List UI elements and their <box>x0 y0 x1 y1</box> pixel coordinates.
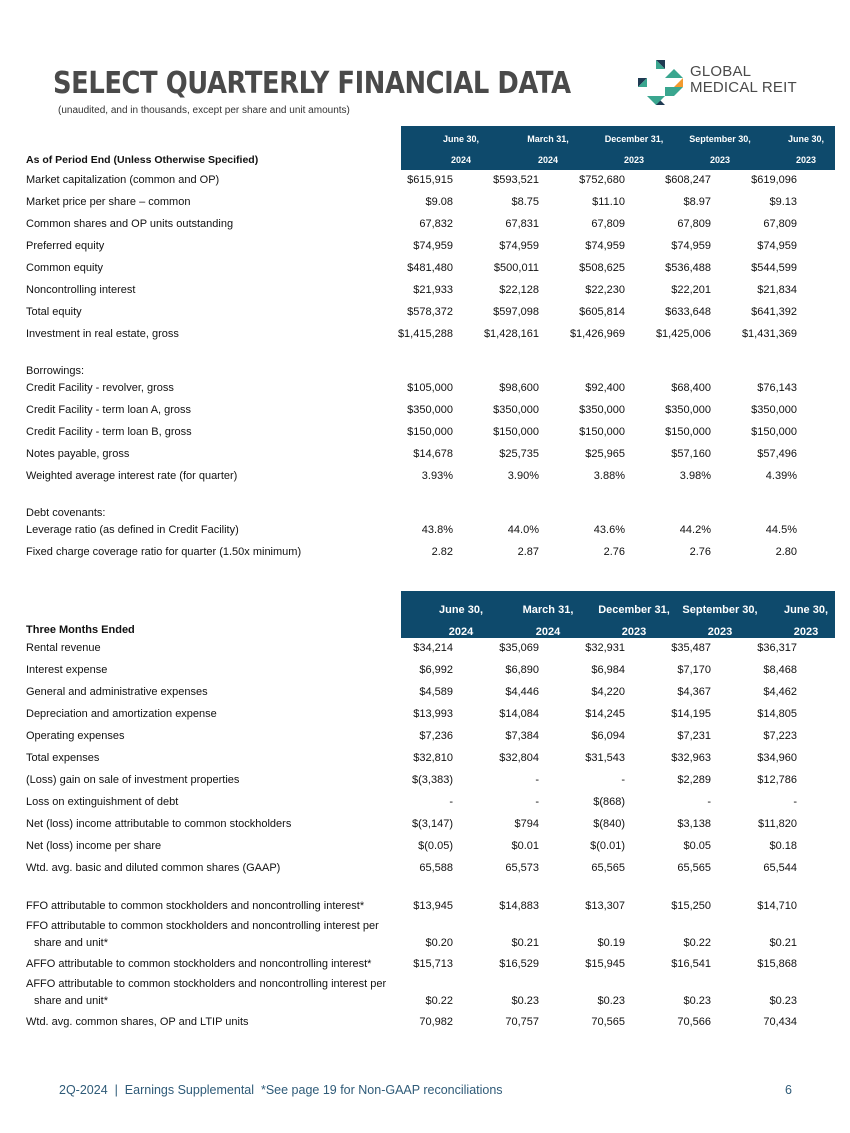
row-value: - <box>707 796 711 808</box>
row-value: $74,959 <box>499 240 539 252</box>
row-value: $13,307 <box>585 900 625 912</box>
row-value: $633,648 <box>665 306 711 318</box>
row-label: Loss on extinguishment of debt <box>26 796 179 808</box>
row-label: Market price per share – common <box>26 196 191 208</box>
row-label: FFO attributable to common stockholders and noncontrolling interest* <box>26 900 365 912</box>
table-row <box>26 542 841 564</box>
logo-text <box>690 64 797 96</box>
table-row <box>26 792 841 814</box>
row-value: $31,543 <box>585 752 625 764</box>
logo-cross-icon <box>636 58 686 108</box>
column-header: June 30, 2024 <box>438 604 484 638</box>
row-value: $35,069 <box>499 642 539 654</box>
table-row <box>26 814 841 836</box>
row-value: $619,096 <box>751 174 797 186</box>
row-label: Total expenses <box>26 752 100 764</box>
row-value: 65,573 <box>505 862 539 874</box>
row-label: Preferred equity <box>26 240 105 252</box>
row-value: $0.19 <box>597 937 625 949</box>
table-row <box>26 236 841 258</box>
row-value: $8.75 <box>511 196 539 208</box>
row-value: $25,735 <box>499 448 539 460</box>
row-value: 67,809 <box>591 218 625 230</box>
table-row <box>26 918 841 954</box>
row-value: $481,480 <box>407 262 453 274</box>
row-value: $350,000 <box>493 404 539 416</box>
row-value: 67,809 <box>763 218 797 230</box>
row-value: $536,488 <box>665 262 711 274</box>
row-value: $12,786 <box>757 774 797 786</box>
row-value: 44.2% <box>679 524 711 536</box>
column-header: March 31, 2024 <box>527 134 569 165</box>
row-value: $150,000 <box>407 426 453 438</box>
row-value: $36,317 <box>757 642 797 654</box>
column-header: December 31, 2023 <box>598 604 670 638</box>
row-value: $4,367 <box>677 686 711 698</box>
row-value: 2.82 <box>431 546 453 558</box>
table-row <box>26 858 841 880</box>
row-value: $7,223 <box>763 730 797 742</box>
row-value: - <box>793 796 797 808</box>
row-value: $2,289 <box>677 774 711 786</box>
footer-text: 2Q-2024 | Earnings Supplemental *See page 19 for Non-GAAP reconciliations <box>59 1083 503 1097</box>
row-value: $0.23 <box>769 995 797 1007</box>
row-value: $98,600 <box>499 382 539 394</box>
row-value: $8.97 <box>683 196 711 208</box>
row-value: 65,565 <box>591 862 625 874</box>
row-label: Wtd. avg. basic and diluted common shares (GAAP) <box>26 862 281 874</box>
row-value: 3.93% <box>421 470 453 482</box>
row-value: 70,757 <box>505 1016 539 1028</box>
row-value: $34,960 <box>757 752 797 764</box>
page-subtitle: (unaudited, and in thousands, except per share and unit amounts) <box>58 105 350 116</box>
row-value: $16,529 <box>499 958 539 970</box>
spacer <box>26 488 841 502</box>
row-value: 43.6% <box>593 524 625 536</box>
row-value: $15,868 <box>757 958 797 970</box>
row-value: $3,138 <box>677 818 711 830</box>
row-value: $350,000 <box>751 404 797 416</box>
row-value: $0.22 <box>683 937 711 949</box>
row-value: - <box>621 774 625 786</box>
row-label: Credit Facility - term loan A, gross <box>26 404 192 416</box>
table-body <box>26 170 841 564</box>
row-value: 67,809 <box>677 218 711 230</box>
table-row <box>26 726 841 748</box>
row-label: Market capitalization (common and OP) <box>26 174 220 186</box>
row-value: 2.87 <box>517 546 539 558</box>
row-value: $14,710 <box>757 900 797 912</box>
row-value: - <box>449 796 453 808</box>
row-value: $15,250 <box>671 900 711 912</box>
row-value: $0.21 <box>511 937 539 949</box>
row-label: (Loss) gain on sale of investment properties <box>26 774 240 786</box>
row-value: $4,462 <box>763 686 797 698</box>
row-value: $76,143 <box>757 382 797 394</box>
row-value: $22,201 <box>671 284 711 296</box>
row-value: $11.10 <box>592 196 625 208</box>
row-value: $105,000 <box>407 382 453 394</box>
row-value: 65,544 <box>763 862 797 874</box>
row-value: $11,820 <box>758 818 797 830</box>
row-value: $7,384 <box>505 730 539 742</box>
row-label: Fixed charge coverage ratio for quarter (1.50x minimum) <box>26 546 302 558</box>
row-value: $14,245 <box>585 708 625 720</box>
table-row <box>26 660 841 682</box>
table-row <box>26 378 841 400</box>
row-value: $68,400 <box>671 382 711 394</box>
table-row <box>26 748 841 770</box>
row-label: Net (loss) income per share <box>26 840 162 852</box>
row-value: $752,680 <box>579 174 625 186</box>
row-value: $74,959 <box>671 240 711 252</box>
row-value: $4,446 <box>505 686 539 698</box>
row-value: 2.76 <box>603 546 625 558</box>
row-value: $7,231 <box>677 730 711 742</box>
table-row <box>26 1012 841 1034</box>
table-row <box>26 324 841 346</box>
row-value: $74,959 <box>413 240 453 252</box>
table-row <box>26 400 841 422</box>
row-value: 44.5% <box>765 524 797 536</box>
section-label: Debt covenants: <box>26 507 106 519</box>
row-label: Interest expense <box>26 664 108 676</box>
column-header: June 30, 2023 <box>787 134 825 165</box>
row-value: $0.23 <box>597 995 625 1007</box>
row-value: $150,000 <box>493 426 539 438</box>
column-header: June 30, 2024 <box>442 134 480 165</box>
row-value: $15,945 <box>585 958 625 970</box>
row-value: 67,831 <box>505 218 539 230</box>
row-value: $4,589 <box>419 686 453 698</box>
row-value: $15,713 <box>413 958 453 970</box>
row-value: $1,431,369 <box>741 328 797 340</box>
row-label: Weighted average interest rate (for quarter) <box>26 470 238 482</box>
row-value: $0.05 <box>683 840 711 852</box>
table-row <box>26 638 841 660</box>
table-row <box>26 704 841 726</box>
table-header <box>26 126 841 170</box>
row-value: $16,541 <box>671 958 711 970</box>
row-value: $1,428,161 <box>483 328 539 340</box>
row-value: 65,565 <box>677 862 711 874</box>
row-value: 44.0% <box>507 524 539 536</box>
table-label: Three Months Ended <box>26 624 135 636</box>
row-value: 70,566 <box>677 1016 711 1028</box>
row-value: $14,195 <box>671 708 711 720</box>
column-header: September 30, 2023 <box>682 604 758 638</box>
row-value: $32,810 <box>413 752 453 764</box>
row-value: $0.01 <box>511 840 539 852</box>
row-label: Credit Facility - term loan B, gross <box>26 426 192 438</box>
column-header: December 31, 2023 <box>604 134 664 165</box>
row-value: $34,214 <box>413 642 453 654</box>
row-value: $508,625 <box>579 262 625 274</box>
table-row <box>26 836 841 858</box>
row-value: - <box>535 796 539 808</box>
row-label-line-2: share and unit* <box>34 995 108 1007</box>
row-value: $500,011 <box>493 262 539 274</box>
row-label: Investment in real estate, gross <box>26 328 179 340</box>
row-value: $593,521 <box>493 174 539 186</box>
company-logo <box>636 58 836 108</box>
row-label: General and administrative expenses <box>26 686 208 698</box>
row-value: $1,426,969 <box>569 328 625 340</box>
table-header <box>26 591 841 638</box>
row-value: $794 <box>514 818 539 830</box>
row-value: $25,965 <box>585 448 625 460</box>
row-value: $21,834 <box>757 284 797 296</box>
row-label-line-1: AFFO attributable to common stockholders and noncontrolling interest per <box>26 978 387 990</box>
row-value: $7,170 <box>677 664 711 676</box>
row-value: $6,890 <box>505 664 539 676</box>
row-value: $22,128 <box>499 284 539 296</box>
column-header: September 30, 2023 <box>689 134 751 165</box>
row-value: $32,804 <box>499 752 539 764</box>
row-label: Operating expenses <box>26 730 125 742</box>
row-value: $22,230 <box>585 284 625 296</box>
row-label: Leverage ratio (as defined in Credit Facility) <box>26 524 239 536</box>
row-value: $350,000 <box>665 404 711 416</box>
row-value: $7,236 <box>419 730 453 742</box>
row-value: 67,832 <box>419 218 453 230</box>
row-value: $9.08 <box>425 196 453 208</box>
table-row <box>26 302 841 324</box>
table-row <box>26 682 841 704</box>
logo-line-1: GLOBAL <box>690 63 752 80</box>
row-value: $35,487 <box>671 642 711 654</box>
row-value: 70,565 <box>591 1016 625 1028</box>
row-value: - <box>535 774 539 786</box>
row-value: $544,599 <box>751 262 797 274</box>
table-row <box>26 976 841 1012</box>
row-value: 4.39% <box>765 470 797 482</box>
row-label: Notes payable, gross <box>26 448 130 460</box>
row-value: 2.80 <box>775 546 797 558</box>
row-value: $608,247 <box>665 174 711 186</box>
row-value: $150,000 <box>579 426 625 438</box>
row-value: $350,000 <box>579 404 625 416</box>
period-end-table <box>26 126 841 564</box>
table-row <box>26 520 841 542</box>
table-row <box>26 444 841 466</box>
row-value: $32,931 <box>585 642 625 654</box>
table-row <box>26 170 841 192</box>
section-heading <box>26 360 841 378</box>
row-value: $13,993 <box>413 708 453 720</box>
row-value: 70,982 <box>419 1016 453 1028</box>
row-label: AFFO attributable to common stockholders and noncontrolling interest* <box>26 958 372 970</box>
table-row <box>26 258 841 280</box>
row-label: Common shares and OP units outstanding <box>26 218 234 230</box>
row-value: $1,415,288 <box>397 328 453 340</box>
row-value: $74,959 <box>757 240 797 252</box>
section-heading <box>26 502 841 520</box>
row-label: Rental revenue <box>26 642 101 654</box>
row-value: 3.88% <box>593 470 625 482</box>
row-label: Total equity <box>26 306 82 318</box>
row-value: $0.23 <box>683 995 711 1007</box>
row-value: $615,915 <box>407 174 453 186</box>
table-label: As of Period End (Unless Otherwise Specified) <box>26 154 259 166</box>
table-row <box>26 422 841 444</box>
row-value: $150,000 <box>751 426 797 438</box>
row-value: $350,000 <box>407 404 453 416</box>
row-label-line-1: FFO attributable to common stockholders and noncontrolling interest per <box>26 920 379 932</box>
row-value: $597,098 <box>493 306 539 318</box>
spacer <box>26 346 841 360</box>
row-value: $6,984 <box>591 664 625 676</box>
table-row <box>26 214 841 236</box>
row-value: $(3,383) <box>412 774 453 786</box>
row-value: $(0.01) <box>590 840 625 852</box>
row-value: $6,992 <box>419 664 453 676</box>
row-value: 65,588 <box>419 862 453 874</box>
row-value: 3.90% <box>507 470 539 482</box>
page-title: SELECT QUARTERLY FINANCIAL DATA <box>53 66 571 101</box>
table-row <box>26 896 841 918</box>
row-value: 43.8% <box>421 524 453 536</box>
row-value: $32,963 <box>671 752 711 764</box>
row-label <box>26 976 386 1010</box>
row-value: 70,434 <box>763 1016 797 1028</box>
row-value: $0.21 <box>769 937 797 949</box>
column-header: June 30, 2023 <box>783 604 829 638</box>
row-value: $57,496 <box>757 448 797 460</box>
column-header: March 31, 2024 <box>522 604 574 638</box>
row-label <box>26 918 379 952</box>
row-value: $(3,147) <box>412 818 453 830</box>
row-value: $21,933 <box>413 284 453 296</box>
row-value: $14,084 <box>499 708 539 720</box>
row-label-line-2: share and unit* <box>34 937 108 949</box>
row-value: $150,000 <box>665 426 711 438</box>
row-value: $578,372 <box>407 306 453 318</box>
row-label: Noncontrolling interest <box>26 284 136 296</box>
row-value: $(0.05) <box>418 840 453 852</box>
table-row <box>26 466 841 488</box>
table-row <box>26 192 841 214</box>
row-value: $8,468 <box>763 664 797 676</box>
row-value: $641,392 <box>751 306 797 318</box>
spacer <box>26 880 841 896</box>
row-value: $92,400 <box>585 382 625 394</box>
table-row <box>26 770 841 792</box>
row-value: $9.13 <box>769 196 797 208</box>
row-label: Depreciation and amortization expense <box>26 708 217 720</box>
row-value: $0.18 <box>769 840 797 852</box>
row-value: $13,945 <box>413 900 453 912</box>
row-value: 2.76 <box>689 546 711 558</box>
table-body <box>26 638 841 1034</box>
row-value: $74,959 <box>585 240 625 252</box>
row-value: $(840) <box>593 818 625 830</box>
table-row <box>26 280 841 302</box>
row-value: $14,678 <box>413 448 453 460</box>
row-label: Net (loss) income attributable to common stockholders <box>26 818 292 830</box>
row-label: Credit Facility - revolver, gross <box>26 382 174 394</box>
row-value: 3.98% <box>679 470 711 482</box>
row-value: $4,220 <box>591 686 625 698</box>
row-value: $57,160 <box>671 448 711 460</box>
row-label: Wtd. avg. common shares, OP and LTIP units <box>26 1016 249 1028</box>
row-value: $14,805 <box>757 708 797 720</box>
row-value: $(868) <box>593 796 625 808</box>
row-value: $1,425,006 <box>655 328 711 340</box>
logo-line-2: MEDICAL REIT <box>690 79 797 96</box>
row-value: $0.23 <box>511 995 539 1007</box>
row-label: Common equity <box>26 262 104 274</box>
row-value: $0.22 <box>425 995 453 1007</box>
section-label: Borrowings: <box>26 365 85 377</box>
row-value: $605,814 <box>579 306 625 318</box>
page-number: 6 <box>785 1083 792 1097</box>
three-months-table <box>26 591 841 1034</box>
table-row <box>26 954 841 976</box>
row-value: $6,094 <box>591 730 625 742</box>
row-value: $0.20 <box>425 937 453 949</box>
row-value: $14,883 <box>499 900 539 912</box>
